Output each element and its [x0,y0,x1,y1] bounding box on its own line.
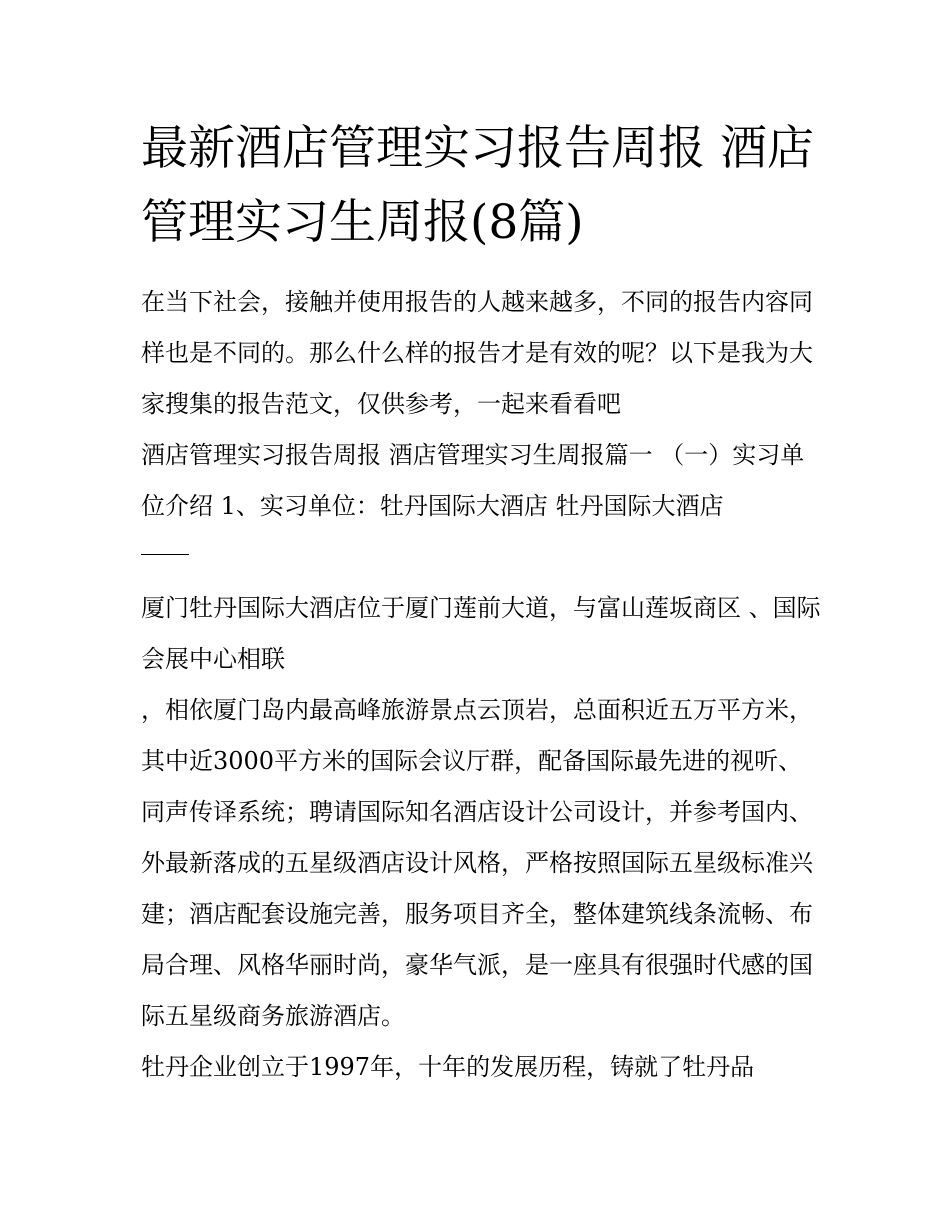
history-paragraph: 牡丹企业创立于1997年，十年的发展历程，铸就了牡丹品 [141,1053,755,1081]
intro-paragraph: 在当下社会，接触并使用报告的人越来越多，不同的报告内容同样也是不同的。那么什么样的报告才是有效的呢？以下是我为大家搜集的报告范文，仅供参考，一起来看看吧 [141,288,813,418]
section-heading-paragraph: 酒店管理实习报告周报 酒店管理实习生周报篇一 （一）实习单位介绍 1、实习单位：牡丹国际大酒店 牡丹国际大酒店 [141,441,805,520]
document-body [141,277,821,1093]
dash-rule [141,554,189,555]
location-paragraph: 厦门牡丹国际大酒店位于厦门莲前大道，与富山莲坂商区 、国际会展中心相联 [141,594,821,673]
document-title: 最新酒店管理实习报告周报 酒店管理实习生周报(8篇) [141,121,814,250]
dash-separator [141,532,821,583]
description-paragraph: ，相依厦门岛内最高峰旅游景点云顶岩，总面积近五万平方米，其中近3000平方米的国际会议厅群，配备国际最先进的视听、同声传译系统；聘请国际知名酒店设计公司设计，并参考国内、外最新落成的五星级酒店设计风格，严格按照国际五星级标准兴建；酒店配套设施完善，服务项目齐全，整体建筑线条流畅、布局合理、风格华丽时尚，豪华气派，是一座具有很强时代感的国际五星级商务旅游酒店。 [141,696,813,1030]
